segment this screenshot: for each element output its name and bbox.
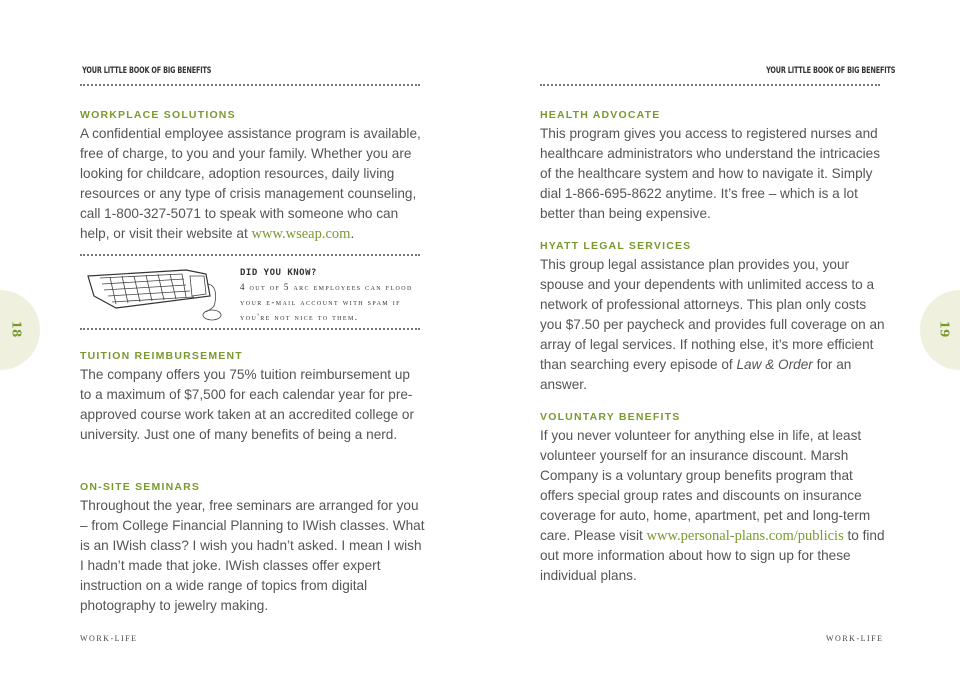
running-head-left: YOUR LITTLE BOOK OF BIG BENEFITS bbox=[82, 66, 212, 76]
section-title: VOLUNTARY BENEFITS bbox=[540, 411, 681, 423]
section-title: HYATT LEGAL SERVICES bbox=[540, 240, 692, 252]
section-tuition-reimbursement bbox=[80, 349, 425, 445]
section-workplace-solutions bbox=[80, 108, 425, 244]
section-title: ON-SITE SEMINARS bbox=[80, 481, 201, 493]
keyboard-illustration bbox=[86, 266, 226, 322]
did-you-know-title: DID YOU KNOW? bbox=[240, 268, 317, 278]
section-body: Throughout the year, free seminars are arranged for you – from College Financial Planning to IWish classes. What is an IWish class? I wish you hadn’t asked. I mean I wish I hadn’t made that joke. IWish classes offer expert instruction on a wide range of topics from digital photography to jewelry making. bbox=[80, 498, 425, 613]
section-body: This program gives you access to registered nurses and healthcare administrators who understand the intricacies of the healthcare system and how to navigate it. Simply dial 1-866-695-8622 anytime. It’s free – which is a lot better than being expensive. bbox=[540, 126, 881, 221]
section-body: This group legal assistance plan provides you, your spouse and your dependents with unlimited access to a network of professional attorneys. This plan only costs you $7.50 per paycheck and provides full coverage on an array of legal services. If nothing else, it’s more efficient than searching every episode of Law & Order for an answer. bbox=[540, 257, 885, 392]
did-you-know-text: 4 out of 5 arc employees can flood your e-mail account with spam if you're not nice to them. bbox=[240, 282, 413, 322]
section-title: TUITION REIMBURSEMENT bbox=[80, 350, 243, 362]
footer-left: WORK-LIFE bbox=[80, 634, 138, 643]
section-health-advocate bbox=[540, 108, 885, 224]
wseap-link[interactable]: www.wseap.com bbox=[251, 226, 351, 242]
page-tab-left bbox=[0, 290, 40, 370]
did-you-know-callout bbox=[240, 268, 420, 325]
footer-right: WORK-LIFE bbox=[826, 634, 884, 643]
section-hyatt-legal-services bbox=[540, 239, 885, 395]
personal-plans-link[interactable]: www.personal-plans.com/publicis bbox=[646, 528, 844, 544]
section-title: WORKPLACE SOLUTIONS bbox=[80, 109, 236, 121]
callout-rule-top bbox=[80, 254, 420, 256]
section-on-site-seminars bbox=[80, 480, 425, 616]
section-body: The company offers you 75% tuition reimbursement up to a maximum of $7,500 for each calendar year for pre-approved course work taken at an accredited college or university. Just one of many benefits of being a nerd. bbox=[80, 367, 414, 442]
section-body: A confidential employee assistance program is available, free of charge, to you and your family. Whether you are looking for childcare, adoption resources, daily living resources or any type of crisis management counseling, call 1-800-327-5071 to speak with someone who can help, or visit their website at www.wseap.com. bbox=[80, 126, 421, 242]
running-head-right: YOUR LITTLE BOOK OF BIG BENEFITS bbox=[766, 66, 896, 76]
section-voluntary-benefits bbox=[540, 410, 885, 586]
section-title: HEALTH ADVOCATE bbox=[540, 109, 661, 121]
page-tab-right bbox=[920, 290, 960, 370]
header-rule-left bbox=[80, 84, 420, 86]
section-body: If you never volunteer for anything else in life, at least volunteer yourself for an insurance discount. Marsh Company is a voluntary group benefits program that offers special group rates and discounts on insurance coverage for auto, home, apartment, pet and long-term care. Please visit www.personal-plans.com/publicis to find out more information about how to sign up for these individual plans. bbox=[540, 428, 885, 583]
header-rule-right bbox=[540, 84, 880, 86]
callout-rule-bottom bbox=[80, 328, 420, 330]
page-number-right: 19 bbox=[937, 320, 952, 338]
page-number-left: 18 bbox=[9, 320, 24, 338]
